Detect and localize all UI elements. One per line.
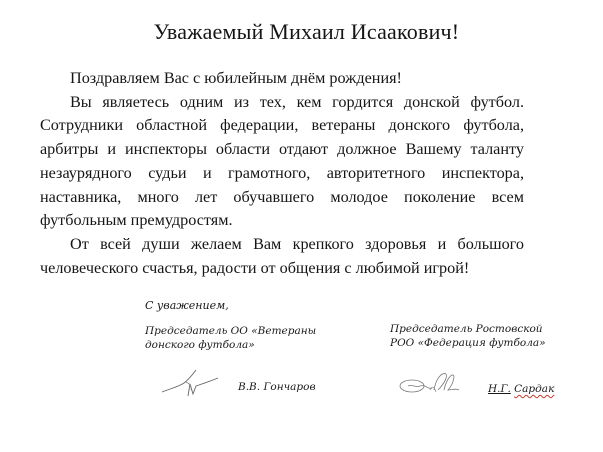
right-signatory-title bbox=[390, 322, 570, 350]
closing: С уважением, bbox=[145, 299, 229, 312]
letter-body bbox=[40, 67, 524, 280]
left-title-line2: донского футбола» bbox=[145, 339, 255, 351]
paragraph-wishes: От всей души желаем Вам крепкого здоровья и большого человеческого счастья, радости от общения с любимой игрой! bbox=[40, 234, 524, 277]
right-surname: Сардак bbox=[514, 383, 555, 395]
signature-left-icon bbox=[160, 368, 220, 398]
left-title-line1: Председатель ОО «Ветераны bbox=[145, 325, 317, 337]
paragraph-greeting: Поздравляем Вас с юбилейным днём рождения! bbox=[70, 69, 402, 87]
left-signatory-name: В.В. Гончаров bbox=[238, 381, 316, 393]
right-initials: Н.Г. bbox=[488, 383, 511, 395]
paragraph-pride: Вы являетесь одним из тех, кем гордится донской футбол. Сотрудники областной федерации, ветераны донского футбола, арбитры и инспекторы области отдают должное Вашему таланту незаурядного судьи и грамотного, авторитетного инспектора, наставника, много лет обучавшего молодое поколение всем футбольным премудростям. bbox=[40, 92, 524, 230]
right-title-line2: РОО «Федерация футбола» bbox=[390, 337, 546, 349]
signature-right-icon bbox=[398, 368, 460, 396]
salutation: Уважаемый Михаил Исаакович! bbox=[153, 19, 460, 44]
right-title-line1: Председатель Ростовской bbox=[390, 323, 543, 335]
left-signatory-title bbox=[145, 324, 325, 352]
right-signatory-name bbox=[488, 382, 554, 396]
